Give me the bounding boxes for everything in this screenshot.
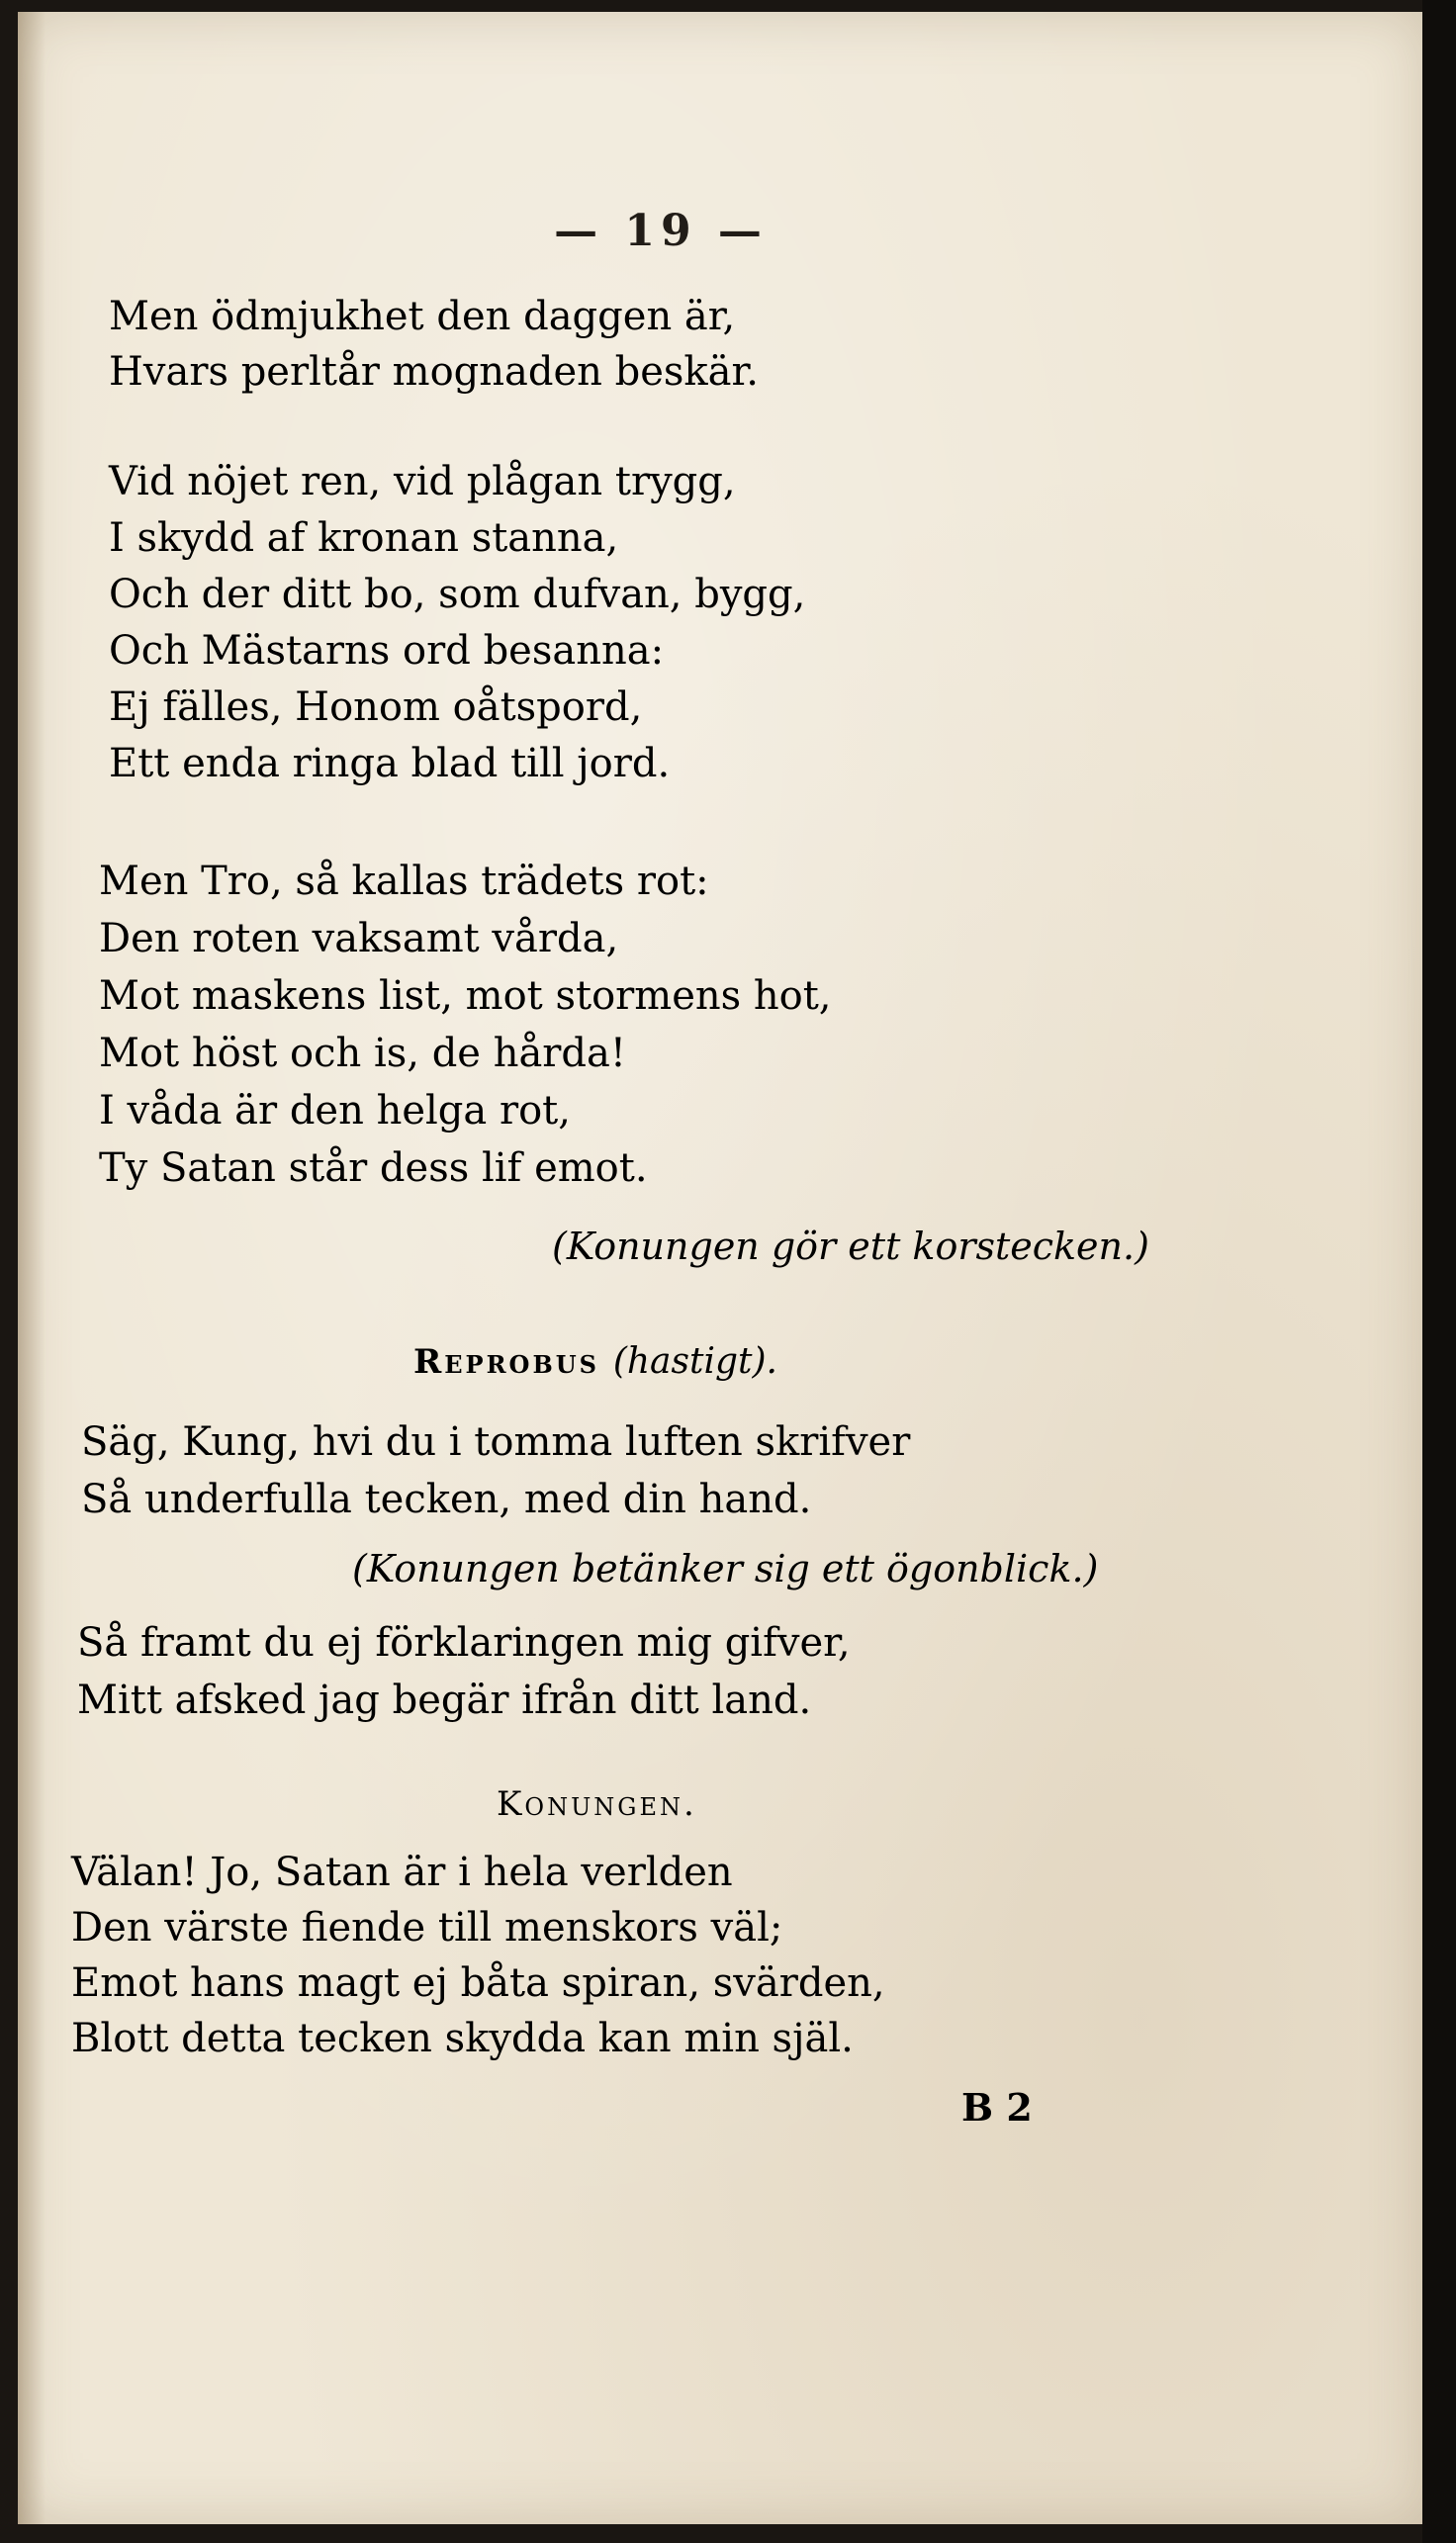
stanza-2 — [109, 454, 805, 792]
verse-line: Och Mästarns ord besanna: — [109, 628, 665, 674]
stanza-1 — [109, 289, 759, 400]
verse-line: Den värste fiende till menskors väl; — [71, 1905, 783, 1951]
speaker-name: Reprobus — [413, 1342, 599, 1382]
verse-line: Ej fälles, Honom oåtspord, — [109, 684, 643, 730]
verse-line: Mot maskens list, mot stormens hot, — [99, 973, 832, 1019]
page-edge — [1422, 0, 1456, 2543]
speaker-name: Konungen. — [497, 1784, 697, 1824]
verse-line: Mitt afsked jag begär ifrån ditt land. — [77, 1678, 812, 1723]
verse-line: Ty Satan står dess lif emot. — [99, 1145, 648, 1191]
verse-line: Så framt du ej förklaringen mig gifver, — [77, 1620, 851, 1666]
stage-direction: (Konungen betänker sig ett ögonblick.) — [352, 1547, 1099, 1590]
verse-line: Så underfulla tecken, med din hand. — [81, 1477, 812, 1522]
speaker-note: (hastigt). — [612, 1341, 777, 1382]
verse-line: Blott detta tecken skydda kan min själ. — [71, 2016, 854, 2061]
verse-line: Säg, Kung, hvi du i tomma luften skrifver — [81, 1419, 911, 1465]
signature-mark: B 2 — [961, 2085, 1033, 2130]
verse-line: Hvars perltår mognaden beskär. — [109, 349, 759, 395]
book-page — [18, 12, 1422, 2524]
page-number: — 19 — — [554, 206, 768, 256]
reprobus-speech-2 — [77, 1614, 851, 1729]
verse-line: I våda är den helga rot, — [99, 1088, 571, 1134]
reprobus-speech-1 — [81, 1413, 910, 1528]
verse-line: Men Tro, så kallas trädets rot: — [99, 859, 709, 904]
verse-line: Mot höst och is, de hårda! — [99, 1031, 626, 1076]
konungen-speech — [71, 1845, 885, 2066]
verse-line: Ett enda ringa blad till jord. — [109, 741, 671, 786]
speaker-heading — [497, 1784, 697, 1824]
verse-line: Och der ditt bo, som dufvan, bygg, — [109, 572, 806, 617]
verse-line: Välan! Jo, Satan är i hela verlden — [71, 1850, 733, 1895]
stanza-3 — [99, 853, 832, 1197]
verse-line: Den roten vaksamt vårda, — [99, 916, 619, 961]
verse-line: Vid nöjet ren, vid plågan trygg, — [109, 459, 736, 504]
stage-direction: (Konungen gör ett korstecken.) — [552, 1225, 1149, 1268]
verse-line: Men ödmjukhet den daggen är, — [109, 294, 736, 339]
verse-line: I skydd af kronan stanna, — [109, 515, 619, 561]
verse-line: Emot hans magt ej båta spiran, svärden, — [71, 1960, 885, 2006]
speaker-heading — [413, 1341, 777, 1382]
